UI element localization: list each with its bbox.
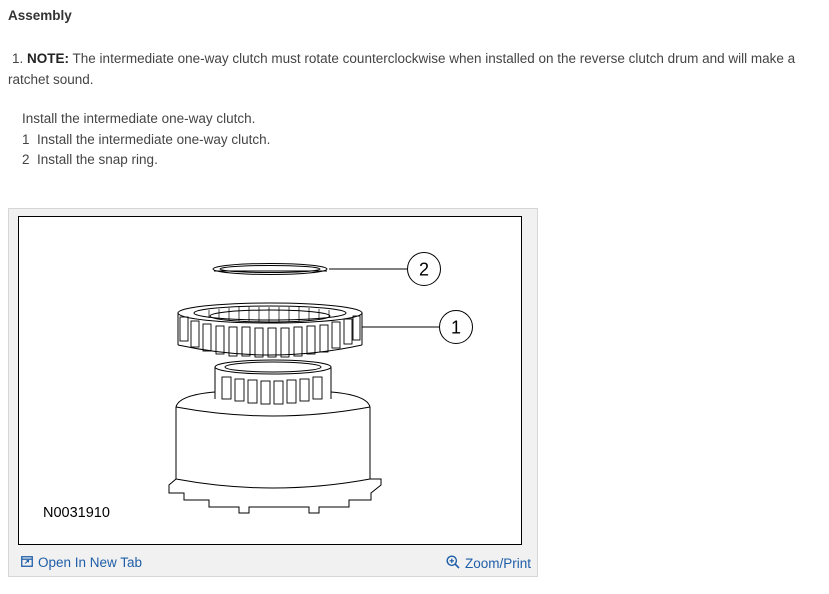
clutch-diagram-svg [19, 217, 521, 544]
step-item [22, 130, 270, 151]
note-number: 1. [12, 51, 24, 66]
step-text: Install the intermediate one-way clutch. [37, 131, 271, 147]
section-heading: Assembly [8, 8, 72, 23]
callout-label-2: 2 [418, 259, 430, 280]
figure-container [8, 208, 538, 577]
install-steps [22, 109, 270, 171]
step-item [22, 150, 270, 171]
steps-intro: Install the intermediate one-way clutch. [22, 111, 256, 126]
step-text: Install the snap ring. [37, 152, 158, 167]
open-in-new-tab-label: Open In New Tab [38, 555, 143, 570]
note-label: NOTE: [27, 51, 70, 66]
figure-toolbar [9, 553, 537, 575]
figure-illustration [18, 216, 522, 545]
step-number: 1 [22, 131, 30, 147]
zoom-print-link[interactable] [446, 555, 531, 572]
one-way-clutch-drawing [178, 303, 362, 357]
zoom-magnifier-icon [446, 555, 460, 572]
step-number: 2 [22, 152, 30, 167]
zoom-print-label: Zoom/Print [464, 556, 531, 571]
drum-hub-drawing [215, 360, 331, 404]
reverse-clutch-drum-drawing [169, 392, 381, 513]
note-text: The intermediate one-way clutch must rotate counterclockwise when installed on the reverse clutch drum and will make a ratchet sound. [8, 51, 796, 87]
callout-label-1: 1 [450, 317, 462, 338]
open-in-new-tab-link[interactable] [21, 555, 142, 570]
snap-ring-drawing [213, 264, 327, 275]
note-paragraph [8, 48, 808, 90]
figure-id: N0031910 [43, 505, 110, 521]
open-in-new-tab-icon [21, 555, 33, 570]
